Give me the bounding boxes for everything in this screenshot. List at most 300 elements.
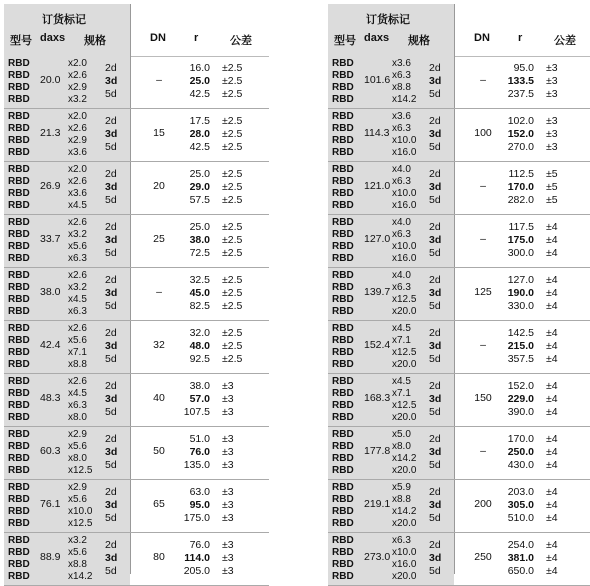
thickness-cell: x20.0 xyxy=(392,306,417,317)
model-cell: RBD xyxy=(8,241,30,252)
model-cell: RBD xyxy=(8,147,30,158)
model-cell: RBD xyxy=(332,559,354,570)
model-cell: RBD xyxy=(8,429,30,440)
tolerance-cell: ±2.5 xyxy=(222,221,243,233)
table-row xyxy=(328,533,590,586)
tolerance-cell: ±2.5 xyxy=(222,353,243,365)
tolerance-cell: ±4 xyxy=(546,552,558,564)
table-row xyxy=(328,162,590,215)
tolerance-cell: ±2.5 xyxy=(222,327,243,339)
bend-factor-cell: 5d xyxy=(429,300,441,312)
dn-cell: – xyxy=(480,445,486,457)
radius-cell: 17.5 xyxy=(189,115,210,127)
model-cell: RBD xyxy=(332,164,354,175)
tolerance-cell: ±4 xyxy=(546,247,558,259)
radius-cell: 190.0 xyxy=(507,287,534,299)
daxs-cell: 20.0 xyxy=(40,74,61,86)
model-cell: RBD xyxy=(8,135,30,146)
model-cell: RBD xyxy=(8,347,30,358)
thickness-cell: x16.0 xyxy=(392,147,417,158)
thickness-cell: x12.5 xyxy=(68,465,93,476)
bend-factor-cell: 2d xyxy=(105,486,117,498)
table-row xyxy=(328,215,590,268)
thickness-cell: x8.8 xyxy=(392,494,411,505)
daxs-header: daxs xyxy=(364,32,390,44)
radius-cell: 25.0 xyxy=(189,75,210,87)
radius-cell: 16.0 xyxy=(189,62,210,74)
model-cell: RBD xyxy=(8,217,30,228)
bend-factor-cell: 2d xyxy=(429,486,441,498)
thickness-cell: x5.6 xyxy=(68,241,87,252)
radius-cell: 127.0 xyxy=(507,274,534,286)
tolerance-cell: ±4 xyxy=(546,446,558,458)
tolerance-cell: ±4 xyxy=(546,221,558,233)
tolerance-cell: ±2.5 xyxy=(222,194,243,206)
radius-cell: 45.0 xyxy=(189,287,210,299)
thickness-cell: x6.3 xyxy=(392,123,411,134)
tolerance-cell: ±3 xyxy=(546,62,558,74)
model-cell: RBD xyxy=(332,335,354,346)
dn-cell: 65 xyxy=(153,498,165,510)
bend-factor-cell: 5d xyxy=(105,406,117,418)
radius-cell: 25.0 xyxy=(189,221,210,233)
dn-header: DN xyxy=(474,32,490,44)
tolerance-cell: ±4 xyxy=(546,433,558,445)
daxs-cell: 121.0 xyxy=(364,180,391,192)
radius-cell: 112.5 xyxy=(508,168,534,180)
bend-factor-cell: 2d xyxy=(105,380,117,392)
bend-factor-cell: 5d xyxy=(429,141,441,153)
daxs-cell: 38.0 xyxy=(40,286,61,298)
table-row xyxy=(4,162,269,215)
thickness-cell: x10.0 xyxy=(392,547,417,558)
tolerance-cell: ±4 xyxy=(546,512,558,524)
model-cell: RBD xyxy=(8,559,30,570)
thickness-cell: x2.9 xyxy=(68,82,87,93)
model-cell: RBD xyxy=(8,253,30,264)
bend-factor-cell: 5d xyxy=(105,88,117,100)
thickness-cell: x8.8 xyxy=(68,559,87,570)
model-cell: RBD xyxy=(8,359,30,370)
spec-header: 规格 xyxy=(408,35,430,47)
bend-factor-cell: 3d xyxy=(429,287,442,299)
tolerance-cell: ±2.5 xyxy=(222,274,243,286)
bend-factor-cell: 3d xyxy=(105,446,118,458)
thickness-cell: x3.6 xyxy=(392,58,411,69)
model-cell: RBD xyxy=(332,400,354,411)
thickness-cell: x6.3 xyxy=(392,176,411,187)
tolerance-cell: ±4 xyxy=(546,353,558,365)
model-cell: RBD xyxy=(8,229,30,240)
table-row xyxy=(4,427,269,480)
thickness-cell: x3.2 xyxy=(68,94,87,105)
radius-cell: 254.0 xyxy=(507,539,534,551)
thickness-cell: x4.5 xyxy=(68,294,87,305)
model-cell: RBD xyxy=(332,176,354,187)
tolerance-cell: ±4 xyxy=(546,340,558,352)
thickness-cell: x5.6 xyxy=(68,335,87,346)
tolerance-cell: ±4 xyxy=(546,406,558,418)
bend-factor-cell: 5d xyxy=(429,194,441,206)
daxs-cell: 139.7 xyxy=(364,286,391,298)
model-cell: RBD xyxy=(332,123,354,134)
tolerance-cell: ±2.5 xyxy=(222,62,243,74)
model-cell: RBD xyxy=(8,306,30,317)
model-cell: RBD xyxy=(8,400,30,411)
thickness-cell: x2.6 xyxy=(68,270,87,281)
daxs-cell: 101.6 xyxy=(364,74,391,86)
model-cell: RBD xyxy=(8,94,30,105)
bend-factor-cell: 2d xyxy=(429,115,441,127)
tolerance-cell: ±2.5 xyxy=(222,141,243,153)
thickness-cell: x6.3 xyxy=(392,70,411,81)
thickness-cell: x4.0 xyxy=(392,270,411,281)
radius-cell: 237.5 xyxy=(507,88,534,100)
radius-cell: 229.0 xyxy=(507,393,534,405)
dn-cell: 20 xyxy=(153,180,165,192)
bend-factor-cell: 3d xyxy=(429,234,442,246)
tolerance-cell: ±2.5 xyxy=(222,234,243,246)
radius-cell: 82.5 xyxy=(189,300,210,312)
radius-cell: 430.0 xyxy=(507,459,534,471)
radius-cell: 170.0 xyxy=(507,181,534,193)
thickness-cell: x2.6 xyxy=(68,323,87,334)
table-row xyxy=(328,56,590,109)
model-cell: RBD xyxy=(332,482,354,493)
model-cell: RBD xyxy=(332,82,354,93)
thickness-cell: x5.9 xyxy=(392,482,411,493)
bend-factor-cell: 2d xyxy=(429,539,441,551)
tolerance-cell: ±3 xyxy=(222,552,234,564)
thickness-cell: x14.2 xyxy=(68,571,93,582)
dn-cell: – xyxy=(480,339,486,351)
dn-cell: 125 xyxy=(474,286,492,298)
radius-cell: 175.0 xyxy=(183,512,210,524)
radius-cell: 76.0 xyxy=(189,446,210,458)
thickness-cell: x6.3 xyxy=(68,400,87,411)
thickness-cell: x3.6 xyxy=(392,111,411,122)
radius-cell: 203.0 xyxy=(507,486,534,498)
tolerance-cell: ±2.5 xyxy=(222,75,243,87)
thickness-cell: x3.6 xyxy=(68,147,87,158)
radius-cell: 38.0 xyxy=(189,380,210,392)
spec-header: 规格 xyxy=(84,35,106,47)
thickness-cell: x10.0 xyxy=(392,188,417,199)
model-cell: RBD xyxy=(332,376,354,387)
model-cell: RBD xyxy=(332,253,354,264)
tolerance-cell: ±2.5 xyxy=(222,340,243,352)
model-cell: RBD xyxy=(8,188,30,199)
r-header: r xyxy=(518,32,523,44)
dn-cell: – xyxy=(480,233,486,245)
model-cell: RBD xyxy=(332,535,354,546)
table-row xyxy=(328,321,590,374)
spec-table-right xyxy=(328,4,590,582)
thickness-cell: x7.1 xyxy=(392,388,411,399)
daxs-cell: 177.8 xyxy=(364,445,391,457)
tolerance-cell: ±4 xyxy=(546,300,558,312)
bend-factor-cell: 5d xyxy=(429,88,441,100)
bend-factor-cell: 3d xyxy=(105,499,118,511)
radius-cell: 152.0 xyxy=(507,128,534,140)
tolerance-cell: ±3 xyxy=(546,128,558,140)
radius-cell: 29.0 xyxy=(189,181,210,193)
tolerance-cell: ±3 xyxy=(546,141,558,153)
thickness-cell: x3.2 xyxy=(68,535,87,546)
thickness-cell: x3.2 xyxy=(68,229,87,240)
radius-cell: 63.0 xyxy=(189,486,210,498)
thickness-cell: x2.6 xyxy=(68,123,87,134)
model-cell: RBD xyxy=(8,535,30,546)
thickness-cell: x5.6 xyxy=(68,547,87,558)
model-cell: RBD xyxy=(8,547,30,558)
bend-factor-cell: 3d xyxy=(105,552,118,564)
bend-factor-cell: 2d xyxy=(105,115,117,127)
model-cell: RBD xyxy=(332,94,354,105)
radius-cell: 57.5 xyxy=(189,194,210,206)
model-cell: RBD xyxy=(8,506,30,517)
model-cell: RBD xyxy=(8,282,30,293)
model-cell: RBD xyxy=(332,429,354,440)
thickness-cell: x2.6 xyxy=(68,376,87,387)
bend-factor-cell: 3d xyxy=(429,181,442,193)
radius-cell: 135.0 xyxy=(183,459,210,471)
bend-factor-cell: 2d xyxy=(429,380,441,392)
daxs-cell: 88.9 xyxy=(40,551,61,563)
dn-cell: 150 xyxy=(474,392,492,404)
radius-cell: 170.0 xyxy=(507,433,534,445)
thickness-cell: x3.2 xyxy=(68,282,87,293)
dn-cell: 80 xyxy=(153,551,165,563)
model-cell: RBD xyxy=(332,282,354,293)
model-cell: RBD xyxy=(8,376,30,387)
bend-factor-cell: 5d xyxy=(105,141,117,153)
radius-cell: 175.0 xyxy=(507,234,534,246)
bend-factor-cell: 3d xyxy=(105,181,118,193)
daxs-cell: 273.0 xyxy=(364,551,391,563)
model-cell: RBD xyxy=(332,270,354,281)
tolerance-cell: ±4 xyxy=(546,287,558,299)
bend-factor-cell: 5d xyxy=(105,565,117,577)
radius-cell: 305.0 xyxy=(507,499,534,511)
daxs-cell: 21.3 xyxy=(40,127,61,139)
tolerance-cell: ±4 xyxy=(546,327,558,339)
order-mark-header: 订货标记 xyxy=(366,14,410,26)
thickness-cell: x2.9 xyxy=(68,135,87,146)
thickness-cell: x2.6 xyxy=(68,217,87,228)
tolerance-cell: ±5 xyxy=(546,181,558,193)
thickness-cell: x4.5 xyxy=(392,376,411,387)
bend-factor-cell: 5d xyxy=(429,406,441,418)
bend-factor-cell: 5d xyxy=(105,512,117,524)
model-cell: RBD xyxy=(332,306,354,317)
tolerance-cell: ±3 xyxy=(222,446,234,458)
bend-factor-cell: 3d xyxy=(105,234,118,246)
radius-cell: 114.0 xyxy=(184,552,210,564)
spec-table-left xyxy=(4,4,269,582)
radius-cell: 95.0 xyxy=(513,62,534,74)
thickness-cell: x4.5 xyxy=(68,200,87,211)
bend-factor-cell: 5d xyxy=(429,512,441,524)
table-row xyxy=(328,427,590,480)
model-cell: RBD xyxy=(332,135,354,146)
thickness-cell: x12.5 xyxy=(392,347,417,358)
bend-factor-cell: 2d xyxy=(105,221,117,233)
model-cell: RBD xyxy=(8,441,30,452)
model-cell: RBD xyxy=(8,294,30,305)
model-cell: RBD xyxy=(332,494,354,505)
model-cell: RBD xyxy=(332,441,354,452)
bend-factor-cell: 2d xyxy=(105,327,117,339)
thickness-cell: x2.9 xyxy=(68,429,87,440)
model-cell: RBD xyxy=(332,111,354,122)
model-cell: RBD xyxy=(332,323,354,334)
radius-cell: 205.0 xyxy=(183,565,210,577)
daxs-cell: 48.3 xyxy=(40,392,61,404)
thickness-cell: x10.0 xyxy=(392,135,417,146)
thickness-cell: x14.2 xyxy=(392,453,417,464)
radius-cell: 48.0 xyxy=(189,340,210,352)
tolerance-cell: ±3 xyxy=(222,380,234,392)
model-cell: RBD xyxy=(8,176,30,187)
thickness-cell: x8.0 xyxy=(392,441,411,452)
r-header: r xyxy=(194,32,199,44)
model-cell: RBD xyxy=(8,58,30,69)
radius-cell: 152.0 xyxy=(507,380,534,392)
model-cell: RBD xyxy=(332,58,354,69)
model-cell: RBD xyxy=(8,335,30,346)
radius-cell: 51.0 xyxy=(189,433,210,445)
model-cell: RBD xyxy=(332,347,354,358)
radius-cell: 133.5 xyxy=(507,75,534,87)
thickness-cell: x2.6 xyxy=(68,70,87,81)
table-row xyxy=(4,533,269,586)
bend-factor-cell: 3d xyxy=(105,287,118,299)
dn-cell: 50 xyxy=(153,445,165,457)
model-cell: RBD xyxy=(332,147,354,158)
model-cell: RBD xyxy=(8,494,30,505)
tolerance-header: 公差 xyxy=(230,35,252,47)
radius-cell: 282.0 xyxy=(507,194,534,206)
model-cell: RBD xyxy=(332,229,354,240)
radius-cell: 76.0 xyxy=(189,539,210,551)
tolerance-cell: ±2.5 xyxy=(222,247,243,259)
tolerance-cell: ±3 xyxy=(222,433,234,445)
tolerance-cell: ±4 xyxy=(546,234,558,246)
thickness-cell: x6.3 xyxy=(392,282,411,293)
dn-cell: 250 xyxy=(474,551,492,563)
dn-header: DN xyxy=(150,32,166,44)
radius-cell: 300.0 xyxy=(507,247,534,259)
tolerance-cell: ±4 xyxy=(546,459,558,471)
model-cell: RBD xyxy=(332,359,354,370)
tolerance-cell: ±3 xyxy=(222,539,234,551)
thickness-cell: x2.9 xyxy=(68,482,87,493)
thickness-cell: x12.5 xyxy=(392,294,417,305)
bend-factor-cell: 3d xyxy=(105,128,118,140)
thickness-cell: x6.3 xyxy=(68,253,87,264)
thickness-cell: x8.0 xyxy=(68,412,87,423)
model-cell: RBD xyxy=(332,412,354,423)
thickness-cell: x4.0 xyxy=(392,217,411,228)
tolerance-cell: ±3 xyxy=(546,115,558,127)
model-cell: RBD xyxy=(332,518,354,529)
radius-cell: 330.0 xyxy=(507,300,534,312)
model-cell: RBD xyxy=(8,453,30,464)
daxs-cell: 76.1 xyxy=(40,498,61,510)
radius-cell: 38.0 xyxy=(189,234,210,246)
table-row xyxy=(328,480,590,533)
table-row xyxy=(328,268,590,321)
bend-factor-cell: 3d xyxy=(105,340,118,352)
tolerance-cell: ±2.5 xyxy=(222,181,243,193)
table-row xyxy=(328,374,590,427)
bend-factor-cell: 2d xyxy=(429,221,441,233)
thickness-cell: x16.0 xyxy=(392,253,417,264)
model-cell: RBD xyxy=(332,453,354,464)
bend-factor-cell: 2d xyxy=(105,274,117,286)
radius-cell: 142.5 xyxy=(507,327,534,339)
model-cell: RBD xyxy=(8,412,30,423)
model-cell: RBD xyxy=(332,506,354,517)
daxs-header: daxs xyxy=(40,32,66,44)
tolerance-cell: ±3 xyxy=(222,565,234,577)
order-mark-header: 订货标记 xyxy=(42,14,86,26)
bend-factor-cell: 2d xyxy=(429,327,441,339)
bend-factor-cell: 3d xyxy=(429,499,442,511)
thickness-cell: x6.3 xyxy=(392,535,411,546)
tolerance-cell: ±4 xyxy=(546,539,558,551)
dn-cell: – xyxy=(156,286,162,298)
thickness-cell: x3.6 xyxy=(68,188,87,199)
thickness-cell: x6.3 xyxy=(68,306,87,317)
model-cell: RBD xyxy=(8,323,30,334)
radius-cell: 42.5 xyxy=(189,141,210,153)
thickness-cell: x2.0 xyxy=(68,111,87,122)
tolerance-cell: ±2.5 xyxy=(222,300,243,312)
model-cell: RBD xyxy=(332,294,354,305)
thickness-cell: x20.0 xyxy=(392,412,417,423)
bend-factor-cell: 2d xyxy=(105,168,117,180)
tolerance-cell: ±4 xyxy=(546,565,558,577)
model-cell: RBD xyxy=(8,465,30,476)
radius-cell: 107.5 xyxy=(183,406,210,418)
radius-cell: 390.0 xyxy=(507,406,534,418)
daxs-cell: 60.3 xyxy=(40,445,61,457)
thickness-cell: x2.6 xyxy=(68,176,87,187)
table-header xyxy=(328,4,590,57)
bend-factor-cell: 3d xyxy=(429,552,442,564)
radius-cell: 381.0 xyxy=(507,552,534,564)
model-cell: RBD xyxy=(332,547,354,558)
bend-factor-cell: 2d xyxy=(429,62,441,74)
daxs-cell: 168.3 xyxy=(364,392,391,404)
tolerance-cell: ±3 xyxy=(222,512,234,524)
thickness-cell: x5.6 xyxy=(68,494,87,505)
radius-cell: 95.0 xyxy=(189,499,210,511)
radius-cell: 57.0 xyxy=(189,393,210,405)
bend-factor-cell: 5d xyxy=(105,353,117,365)
dn-cell: – xyxy=(156,74,162,86)
radius-cell: 215.0 xyxy=(507,340,534,352)
thickness-cell: x16.0 xyxy=(392,200,417,211)
daxs-cell: 219.1 xyxy=(364,498,391,510)
radius-cell: 25.0 xyxy=(189,168,210,180)
model-cell: RBD xyxy=(8,518,30,529)
tolerance-cell: ±3 xyxy=(222,486,234,498)
tolerance-cell: ±3 xyxy=(222,499,234,511)
thickness-cell: x10.0 xyxy=(392,241,417,252)
